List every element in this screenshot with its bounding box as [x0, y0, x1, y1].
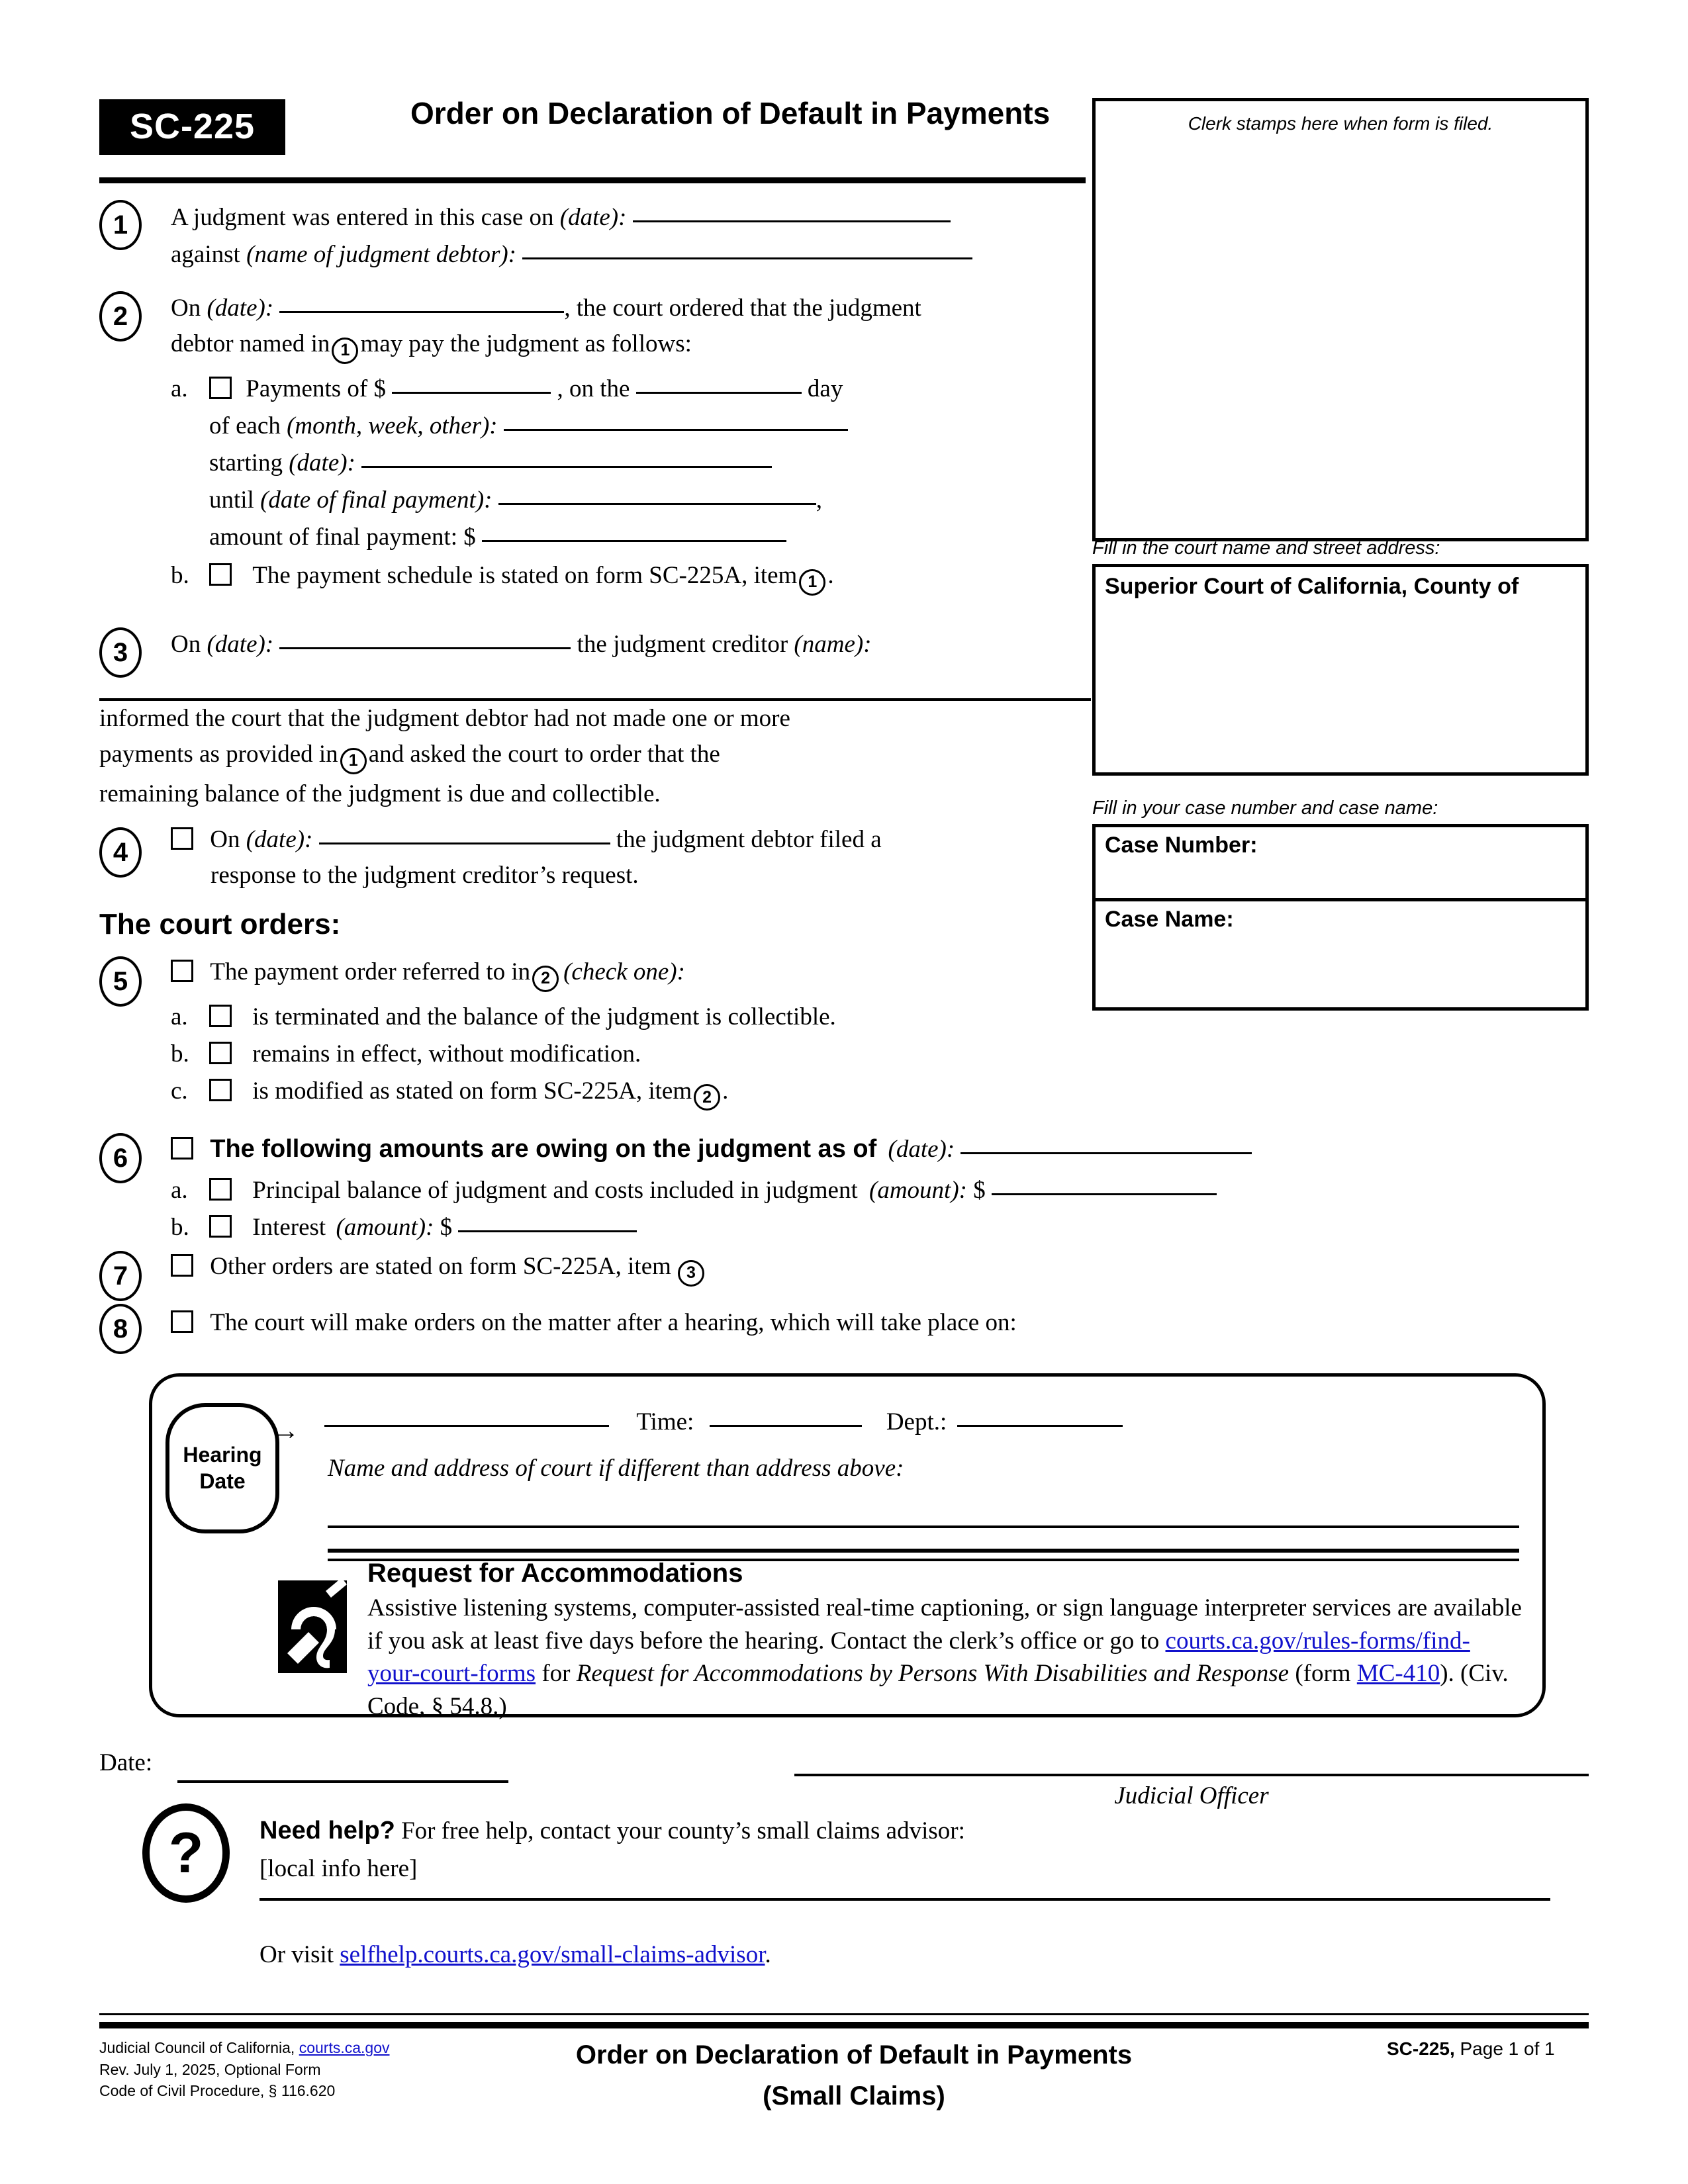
item-2a-text-1: Payments of $ — [246, 375, 386, 402]
item-8-block — [171, 1307, 1362, 1339]
item-5b-text: remains in effect, without modification. — [252, 1040, 641, 1068]
item-6b-letter: b. — [171, 1214, 189, 1242]
item-2b-checkbox[interactable] — [209, 563, 232, 586]
item-3-date-input[interactable] — [279, 647, 571, 649]
item-2a-amount-input[interactable] — [392, 392, 551, 394]
item-6b-text: Interest — [252, 1214, 326, 1242]
hearing-address-input-line-1[interactable] — [328, 1525, 1519, 1528]
item-2a-block — [171, 373, 1098, 405]
footer-revision-line: Rev. July 1, 2025, Optional Form — [99, 2060, 321, 2078]
need-help-text: For free help, contact your county’s small claims advisor: — [401, 1817, 965, 1844]
item-3-on-text: On — [171, 631, 201, 658]
mc-410-link[interactable]: MC-410 — [1356, 1660, 1440, 1688]
court-orders-heading: The court orders: — [99, 908, 341, 940]
item-2a-ofeach-text: of each — [209, 412, 281, 439]
item-2a-text-2: , on the — [557, 375, 630, 402]
item-6a-dollar: $ — [973, 1177, 986, 1205]
item-5b-row — [171, 1038, 1098, 1070]
local-info-input-line[interactable] — [259, 1898, 1550, 1901]
item-2b-letter: b. — [171, 562, 189, 590]
accommodations-divider — [328, 1549, 1519, 1553]
item-2b-period: . — [827, 562, 834, 590]
item-3-body-line-3: remaining balance of the judgment is due and collectible. — [99, 780, 661, 807]
item-2a-starting-text: starting — [209, 449, 283, 477]
item-6a-amount-input[interactable] — [992, 1193, 1217, 1195]
item-5-line-1 — [171, 956, 1098, 992]
footer-council-text: Judicial Council of California, — [99, 2039, 299, 2056]
item-3-body — [99, 703, 1099, 810]
item-2a-day-input[interactable] — [636, 392, 802, 394]
item-number-2: 2 — [99, 291, 142, 341]
item-6-checkbox[interactable] — [171, 1137, 193, 1160]
item-number-4: 4 — [99, 827, 142, 878]
item-2a-period-hint: (month, week, other): — [287, 412, 498, 439]
item-2-date-hint: (date): — [207, 295, 274, 322]
accommodations-text-3: (form — [1289, 1660, 1357, 1688]
item-6b-amount-hint: (amount): — [336, 1214, 434, 1242]
item-number-6: 6 — [99, 1133, 142, 1183]
item-6a-amount-hint: (amount): — [869, 1177, 967, 1205]
item-2-line2-post: may pay the judgment as follows: — [360, 330, 692, 358]
item-6-date-input[interactable] — [961, 1152, 1252, 1154]
clerk-stamp-box — [1092, 98, 1589, 541]
item-5c-letter: c. — [171, 1077, 188, 1105]
item-2a-period-input[interactable] — [504, 429, 848, 431]
hearing-dept-label: Dept.: — [886, 1408, 947, 1435]
hearing-accessibility-icon — [278, 1574, 347, 1673]
item-3-body-line-2 — [99, 739, 1099, 774]
accommodations-text-4: ). (Civ. Code, § 54.8.) — [367, 1660, 1509, 1720]
page-title: Order on Declaration of Default in Payments — [410, 96, 1051, 130]
footer-page-number: Page 1 of 1 — [1454, 2038, 1555, 2059]
item-2a-finalamt-text: amount of final payment: $ — [209, 523, 476, 551]
ref-circle-1: 1 — [332, 338, 358, 364]
item-2a-line-5 — [171, 522, 1098, 553]
item-2a-line-4 — [171, 484, 1098, 516]
hearing-dept-input[interactable] — [957, 1425, 1123, 1427]
item-1-date-input[interactable] — [633, 220, 951, 222]
item-3-body2-post: and asked the court to order that the — [368, 741, 720, 768]
footer-left — [99, 2037, 390, 2102]
item-2a-start-input[interactable] — [361, 466, 772, 468]
item-number-8: 8 — [99, 1304, 142, 1354]
question-mark-icon: ? — [142, 1803, 230, 1903]
item-5b-letter: b. — [171, 1040, 189, 1068]
hearing-date-badge — [165, 1403, 279, 1533]
ref-circle-1-c: 1 — [340, 748, 367, 774]
court-name-address-box[interactable] — [1092, 564, 1589, 776]
item-3-name-hint: (name): — [794, 631, 872, 658]
or-visit-text: Or visit — [259, 1941, 340, 1968]
item-3-creditor-text: the judgment creditor — [577, 631, 788, 658]
item-4-line1-post: the judgment debtor filed a — [616, 826, 882, 853]
item-4-line-2: response to the judgment creditor’s request. — [211, 862, 639, 889]
item-4-date-input[interactable] — [319, 842, 610, 844]
item-4-line-1 — [171, 824, 1098, 856]
date-label: Date: — [99, 1749, 153, 1776]
item-3-line-1 — [171, 629, 1098, 660]
item-4-date-hint: (date): — [246, 826, 313, 853]
item-5-checkone-hint: (check one): — [563, 958, 685, 985]
judicial-officer-label: Judicial Officer — [1114, 1782, 1269, 1809]
footer-code-line: Code of Civil Procedure, § 116.620 — [99, 2082, 336, 2100]
footer-title-line-1: Order on Declaration of Default in Payments — [575, 2040, 1133, 2070]
need-help-line — [259, 1815, 1385, 1847]
item-5c-period: . — [722, 1077, 729, 1105]
item-6-heading-text: The following amounts are owing on the judgment as of — [210, 1135, 877, 1163]
footer-divider — [99, 2022, 1589, 2028]
item-3-creditor-name-input[interactable] — [99, 698, 1091, 701]
hearing-badge-line-2: Date — [199, 1469, 246, 1493]
item-1-line-1 — [171, 202, 1091, 234]
local-info-placeholder[interactable]: [local info here] — [259, 1855, 418, 1882]
item-2a-comma: , — [816, 486, 822, 514]
item-2a-letter: a. — [171, 375, 188, 402]
hearing-address-note: Name and address of court if different than address above: — [328, 1455, 904, 1482]
item-2a-start-hint: (date): — [289, 449, 355, 477]
case-box-caption: Fill in your case number and case name: — [1092, 797, 1438, 819]
item-2a-until-text: until — [209, 486, 254, 514]
form-header — [99, 96, 1086, 155]
item-6b-dollar: $ — [440, 1214, 453, 1242]
item-5a-text: is terminated and the balance of the judgment is collectible. — [252, 1003, 836, 1030]
header-divider — [99, 177, 1086, 183]
item-6-line-1 — [171, 1133, 1561, 1165]
accommodations-text-1: Assistive listening systems, computer-assisted real-time captioning, or sign language interpreter services are available if you ask at least five days before the hearing. Contact the clerk’s office or go to — [367, 1594, 1522, 1655]
accommodations-text-2: for — [536, 1660, 577, 1688]
item-1-block — [171, 202, 1091, 271]
accommodations-heading: Request for Accommodations — [367, 1559, 743, 1588]
item-5a-letter: a. — [171, 1003, 188, 1030]
item-1-against-text: against — [171, 241, 240, 269]
clerk-stamp-label: Clerk stamps here when form is filed. — [1188, 113, 1493, 134]
item-5-text: The payment order referred to in — [210, 958, 531, 985]
footer-title-line-2: (Small Claims) — [763, 2081, 945, 2111]
accommodations-body — [367, 1592, 1523, 1723]
case-number-label: Case Number: — [1105, 833, 1258, 858]
or-visit-line — [259, 1939, 1451, 1971]
item-3-date-hint: (date): — [207, 631, 274, 658]
item-2a-checkbox[interactable] — [209, 377, 232, 399]
item-3-body-line-1: informed the court that the judgment debtor had not made one or more — [99, 705, 790, 732]
item-3-block — [171, 629, 1098, 660]
item-1-date-hint: (date): — [559, 204, 627, 231]
item-number-7: 7 — [99, 1251, 142, 1301]
need-help-label: Need help? — [259, 1817, 395, 1844]
item-5c-row — [171, 1075, 1098, 1111]
find-your-court-forms-link[interactable]: courts.ca.gov/rules-forms/find-your-court-forms — [367, 1627, 1470, 1688]
item-6-block — [171, 1133, 1561, 1244]
item-6a-checkbox[interactable] — [209, 1178, 232, 1201]
item-1-line-2 — [171, 239, 1091, 271]
item-2b-text: The payment schedule is stated on form SC-225A, item — [252, 562, 798, 590]
item-2a-text-3: day — [807, 375, 843, 402]
hearing-time-label: Time: — [636, 1408, 694, 1435]
ref-circle-2-b: 2 — [694, 1084, 720, 1111]
item-4-checkbox[interactable] — [171, 827, 193, 850]
footer-right — [1387, 2038, 1555, 2060]
item-5c-checkbox[interactable] — [209, 1079, 232, 1101]
court-name-label: Superior Court of California, County of — [1105, 574, 1519, 599]
item-7-block — [171, 1251, 1098, 1287]
item-8-checkbox[interactable] — [171, 1310, 193, 1333]
item-5-block — [171, 956, 1098, 1111]
item-2a-line-3 — [171, 447, 1098, 479]
item-5c-text: is modified as stated on form SC-225A, item — [252, 1077, 692, 1105]
case-number-box[interactable] — [1092, 824, 1589, 907]
item-2-date-input[interactable] — [279, 311, 564, 313]
ref-circle-2: 2 — [532, 966, 559, 992]
courts-ca-gov-link[interactable]: courts.ca.gov — [299, 2039, 390, 2056]
item-3-body2-pre: payments as provided in — [99, 741, 338, 768]
footer-divider-thin — [99, 2013, 1589, 2015]
hearing-badge-line-1: Hearing — [183, 1443, 262, 1467]
date-input[interactable] — [177, 1780, 508, 1783]
item-6a-letter: a. — [171, 1177, 188, 1205]
item-2-line-2 — [171, 328, 1098, 364]
item-2-line-1 — [171, 293, 1098, 324]
item-2b-block — [171, 560, 1098, 596]
arrow-right-icon: → — [273, 1416, 299, 1445]
item-1-debtor-hint: (name of judgment debtor): — [246, 241, 517, 269]
item-7-text: Other orders are stated on form SC-225A, item — [210, 1253, 671, 1280]
hearing-time-input[interactable] — [710, 1425, 862, 1427]
item-5a-checkbox[interactable] — [209, 1005, 232, 1027]
accommodations-form-title: Request for Accommodations by Persons With Disabilities and Response — [576, 1660, 1289, 1688]
item-5-checkbox[interactable] — [171, 960, 193, 982]
item-1-text: A judgment was entered in this case on — [171, 204, 554, 231]
item-6a-text: Principal balance of judgment and costs included in judgment — [252, 1177, 858, 1205]
footer-form-number: SC-225, — [1387, 2038, 1455, 2059]
item-number-1: 1 — [99, 200, 142, 250]
case-name-label: Case Name: — [1105, 907, 1234, 932]
hearing-date-input[interactable] — [324, 1425, 609, 1427]
item-6b-checkbox[interactable] — [209, 1215, 232, 1238]
small-claims-advisor-link[interactable]: selfhelp.courts.ca.gov/small-claims-advisor — [340, 1941, 765, 1968]
item-4-block — [171, 824, 1098, 891]
footer-council-line — [99, 2037, 390, 2059]
court-box-caption: Fill in the court name and street address: — [1092, 537, 1440, 559]
case-name-box[interactable] — [1092, 898, 1589, 1011]
hearing-datetime-row — [324, 1406, 1516, 1438]
form-number-badge: SC-225 — [99, 99, 285, 155]
item-4-on-text: On — [210, 826, 240, 853]
footer-center — [503, 2037, 1205, 2114]
item-2-debtor-text: debtor named in — [171, 330, 330, 358]
item-6b-amount-input[interactable] — [458, 1230, 637, 1232]
item-5a-row — [171, 1001, 1098, 1033]
item-2-on-text: On — [171, 295, 201, 322]
item-2-block — [171, 293, 1098, 596]
ref-circle-3: 3 — [678, 1260, 704, 1287]
item-8-text: The court will make orders on the matter after a hearing, which will take place on: — [210, 1309, 1017, 1336]
item-2-lead-post: , the court ordered that the judgment — [564, 295, 921, 322]
item-number-3: 3 — [99, 627, 142, 678]
item-6a-row — [171, 1175, 1561, 1206]
item-2a-finalamt-input[interactable] — [482, 540, 786, 542]
item-7-checkbox[interactable] — [171, 1254, 193, 1277]
item-2a-line-2 — [171, 410, 1098, 442]
item-6b-row — [171, 1212, 1561, 1244]
item-2a-final-input[interactable] — [498, 503, 816, 505]
ref-circle-1-b: 1 — [799, 569, 825, 596]
item-1-debtor-input[interactable] — [522, 257, 972, 259]
item-2a-final-hint: (date of final payment): — [260, 486, 492, 514]
item-6-date-hint: (date): — [888, 1136, 955, 1163]
item-5b-checkbox[interactable] — [209, 1042, 232, 1064]
item-number-5: 5 — [99, 956, 142, 1007]
judicial-officer-signature-line[interactable] — [794, 1774, 1589, 1776]
or-visit-period: . — [765, 1941, 771, 1968]
